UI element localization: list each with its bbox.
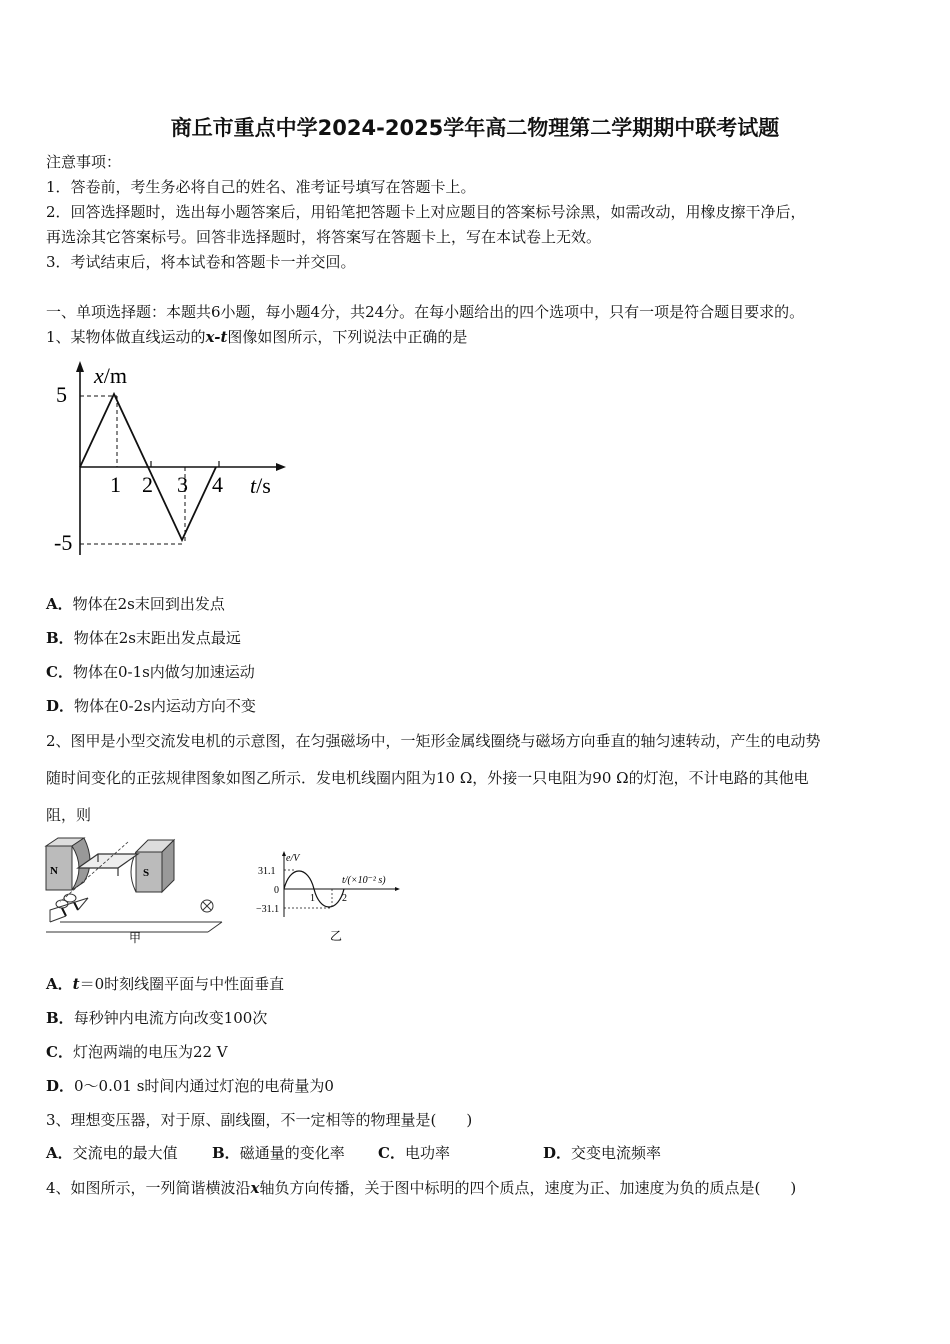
q3-option-d[interactable]: D．交变电流频率 (543, 1144, 662, 1162)
x-tick-2: 2 (142, 472, 153, 497)
y-axis-label: x/m (94, 363, 127, 388)
q1-option-a[interactable]: A．物体在2s末回到出发点 (46, 595, 225, 613)
q4-stem-pre: 4、如图所示，一列简谐横波沿 (46, 1179, 251, 1197)
q2-stem-line-1: 2、图甲是小型交流发电机的示意图，在匀强磁场中，一矩形金属线圈绕与磁场方向垂直的轴匀速转动，产生的电动势 (46, 732, 821, 750)
magnet-s-label: S (143, 867, 150, 879)
q2-stem-line-2: 随时间变化的正弦规律图象如图乙所示．发电机线圈内阻为10 Ω，外接一只电阻为90 Ω的灯泡，不计电路的其他电 (46, 769, 809, 787)
page-title: 商丘市重点中学2024-2025学年高二物理第二学期期中联考试题 (170, 116, 780, 140)
y-tick-5: 5 (56, 382, 67, 407)
q1-stem-pre: 1、某物体做直线运动的 (46, 328, 206, 346)
q3-option-b[interactable]: B．磁通量的变化率 (212, 1144, 345, 1162)
q1-stem-var: x-t (205, 328, 228, 346)
q2-option-a[interactable]: A．t＝0时刻线圈平面与中性面垂直 (46, 975, 285, 993)
section-heading: 一、单项选择题：本题共6小题，每小题4分，共24分。在每小题给出的四个选项中，只有一项是符合题目要求的。 (46, 303, 805, 321)
sine-y-label: e/V (286, 853, 300, 864)
fig-yi-caption: 乙 (330, 929, 343, 943)
q1-stem (46, 327, 467, 347)
notice-item-2-cont: 再选涂其它答案标号。回答非选择题时，将答案写在答题卡上，写在本试卷上无效。 (46, 228, 602, 246)
sine-y-tick-min: −31.1 (256, 904, 280, 915)
y-axis-arrow-icon (76, 361, 84, 372)
q1-option-d[interactable]: D．物体在0-2s内运动方向不变 (46, 697, 256, 715)
q2-fig-sine (250, 845, 410, 945)
notice-item-2: 2．回答选择题时，选出每小题答案后，用铅笔把答题卡上对应题目的答案标号涂黑，如需改动，用橡皮擦干净后， (46, 203, 806, 221)
y-tick-neg5: -5 (54, 530, 73, 555)
sine-x-tick-2: 2 (342, 893, 347, 904)
magnet-n-label: N (50, 865, 58, 877)
notice-heading: 注意事项： (46, 153, 122, 171)
q2-option-c[interactable]: C．灯泡两端的电压为22 V (46, 1043, 228, 1061)
sine-x-label: t/(×10⁻² s) (342, 875, 386, 886)
q4-stem-var: x (250, 1179, 260, 1197)
sine-y-tick-max: 31.1 (258, 866, 276, 877)
q2-stem-line-3: 阻，则 (46, 806, 92, 824)
x-tick-1: 1 (110, 472, 121, 497)
x-axis-label: t/s (250, 473, 271, 498)
sine-y-tick-0: 0 (274, 885, 279, 896)
q2-option-d[interactable]: D．0～0.01 s时间内通过灯泡的电荷量为0 (46, 1077, 334, 1095)
slip-ring-2 (64, 894, 76, 902)
q1-option-b[interactable]: B．物体在2s末距出发点最远 (46, 629, 241, 647)
x-tick-3: 3 (177, 472, 188, 497)
notice-item-3: 3．考试结束后，将本试卷和答题卡一并交回。 (46, 253, 356, 271)
q1-xt-graph (40, 355, 300, 565)
q4-stem (46, 1178, 796, 1198)
q2-fig-generator (40, 832, 230, 947)
notice-item-1: 1．答卷前，考生务必将自己的姓名、准考证号填写在答题卡上。 (46, 178, 476, 196)
fig-jia-caption: 甲 (129, 931, 142, 945)
q3-option-c[interactable]: C．电功率 (378, 1144, 450, 1162)
q3-option-a[interactable]: A．交流电的最大值 (46, 1144, 178, 1162)
q1-option-c[interactable]: C．物体在0-1s内做匀加速运动 (46, 663, 255, 681)
q3-stem: 3、理想变压器，对于原、副线圈，不一定相等的物理量是( ) (46, 1111, 473, 1129)
x-axis-arrow-icon (276, 463, 286, 471)
q1-stem-post: 图像如图所示，下列说法中正确的是 (227, 328, 468, 346)
q2-option-b[interactable]: B．每秒钟内电流方向改变100次 (46, 1009, 268, 1027)
x-tick-4: 4 (212, 472, 223, 497)
q4-stem-post: 轴负方向传播，关于图中标明的四个质点，速度为正、加速度为负的质点是( ) (259, 1179, 797, 1197)
sine-x-tick-1: 1 (310, 893, 315, 904)
